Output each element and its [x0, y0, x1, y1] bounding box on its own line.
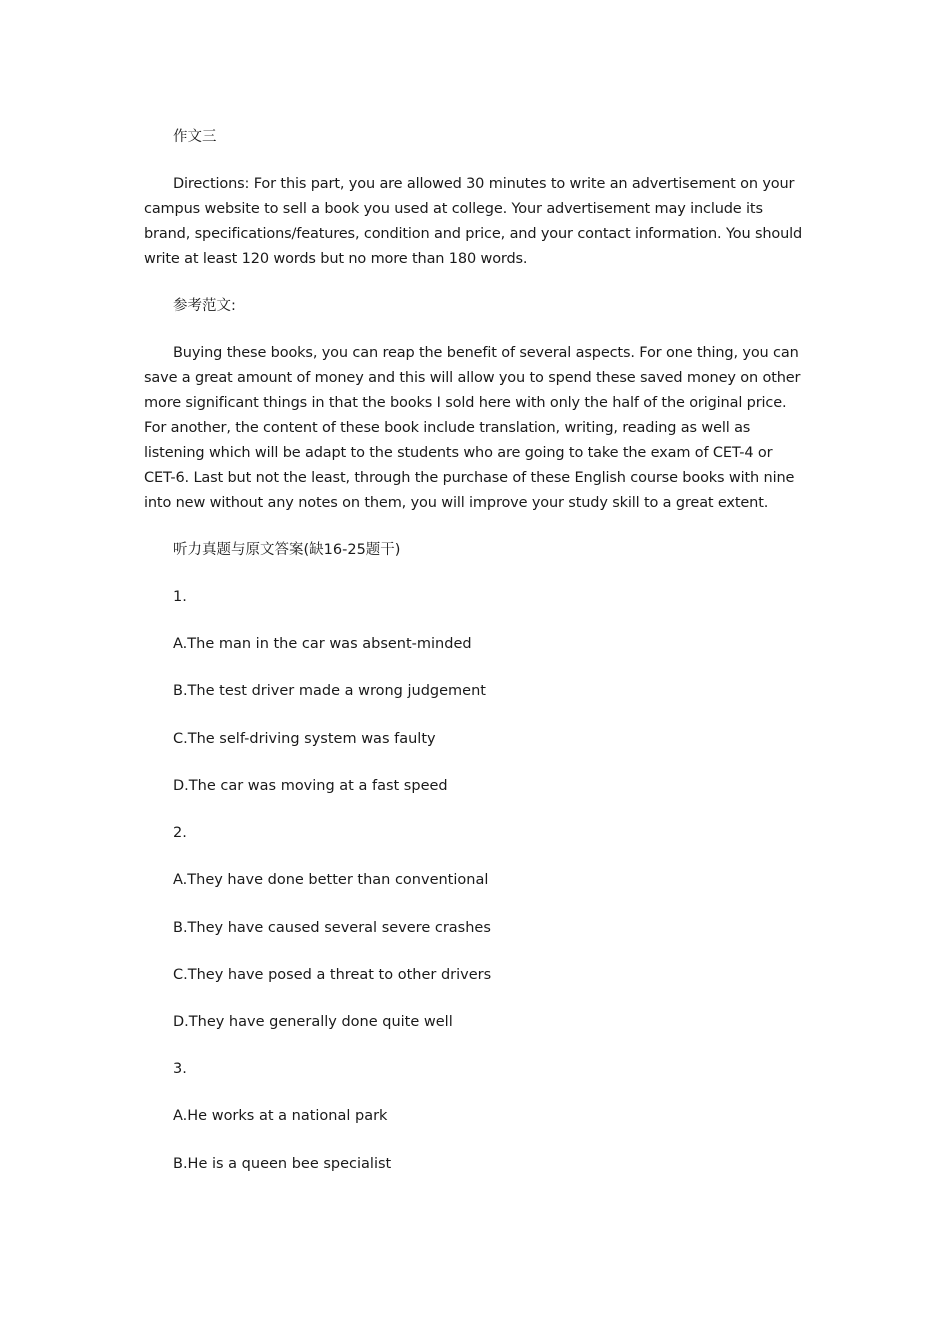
- answer-option: B.The test driver made a wrong judgement: [173, 683, 486, 699]
- sample-essay-text: Buying these books, you can reap the benefit of several aspects. For one thing, you can save a great amount of money and this will allow you to spend these saved money on other more significant things in that the books I sold here with only the half of the original price. For another, the content of these book include translation, writing, reading as well as listening which will be adapt to the students who are going to take the exam of CET-4 or CET-6. Last but not the least, through the purchase of these English course books with nine into new without any notes on them, you will improve your study skill to a great extent.: [144, 345, 801, 511]
- answer-option: B.He is a queen bee specialist: [173, 1156, 392, 1172]
- essay-heading: 作文三: [173, 129, 217, 145]
- answer-option: D.They have generally done quite well: [173, 1014, 453, 1030]
- sample-essay-label: 参考范文:: [173, 298, 236, 314]
- answer-option: C.They have posed a threat to other drivers: [173, 967, 492, 983]
- answer-option: C.The self-driving system was faulty: [173, 731, 436, 747]
- answer-option: D.The car was moving at a fast speed: [173, 778, 448, 794]
- question-number: 1.: [173, 589, 187, 605]
- question-number: 3.: [173, 1061, 187, 1077]
- essay-directions: Directions: For this part, you are allowed 30 minutes to write an advertisement on your campus website to sell a book you used at college. Your advertisement may include its brand, specifications/features, condition and price, and your contact information. You should write at least 120 words but no more than 180 words.: [144, 176, 803, 267]
- answer-option: A.He works at a national park: [173, 1108, 388, 1124]
- listening-heading: 听力真题与原文答案(缺16-25题干): [173, 542, 401, 558]
- answer-option: A.The man in the car was absent-minded: [173, 636, 472, 652]
- question-number: 2.: [173, 825, 187, 841]
- answer-option: A.They have done better than conventional: [173, 872, 489, 888]
- answer-option: B.They have caused several severe crashes: [173, 920, 491, 936]
- document-page: [144, 0, 808, 1344]
